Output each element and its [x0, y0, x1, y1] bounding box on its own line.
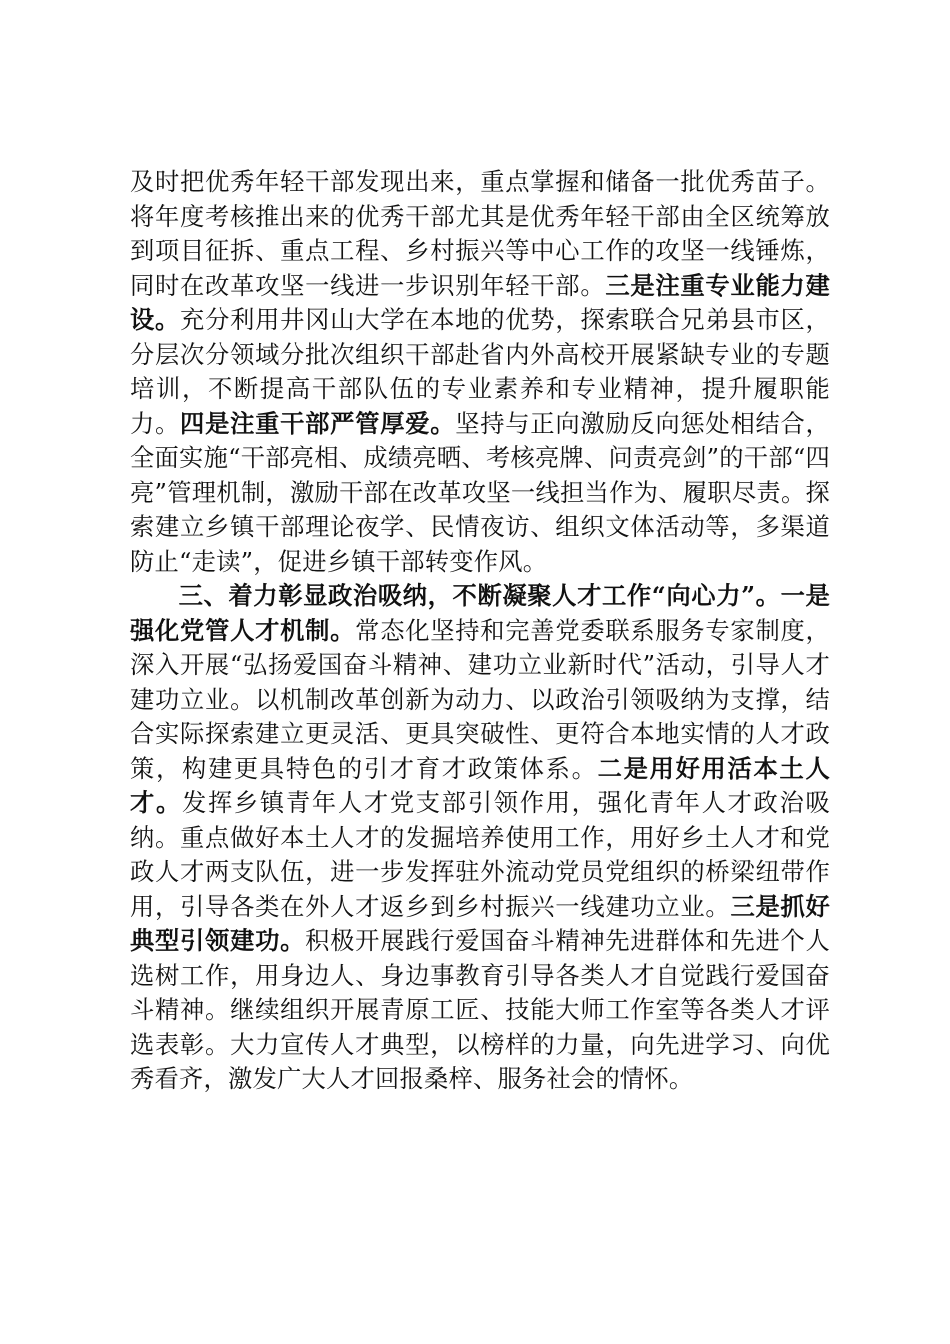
paragraph-1	[130, 165, 830, 579]
paragraph-heading: 三是注重专业能力建设。	[130, 270, 830, 334]
paragraph-heading: 二是用好用活本土人才。	[130, 753, 830, 817]
paragraph-text: 常态化坚持和完善党委联系服务专家制度，深入开展“弘扬爱国奋斗精神、建功立业新时代”活动，引导人才建功立业。以机制改革创新为动力、以政治引领吸纳为支撑，结合实际探索建立更灵活、更具突破性、更符合本地实情的人才政策，构建更具特色的引才育才政策体系。	[130, 615, 830, 783]
document-body	[130, 165, 830, 1097]
paragraph-heading: 四是注重干部严管厚爱。	[180, 408, 456, 438]
paragraph-text: 充分利用井冈山大学在本地的优势，探索联合兄弟县市区，分层次分领域分批次组织干部赴省内外高校开展紧缺专业的专题培训，不断提高干部队伍的专业素养和专业精神，提升履职能力。	[130, 305, 830, 438]
paragraph-text: 及时把优秀年轻干部发现出来，重点掌握和储备一批优秀苗子。将年度考核推出来的优秀干部尤其是优秀年轻干部由全区统筹放到项目征拆、重点工程、乡村振兴等中心工作的攻坚一线锤炼，同时在改革攻坚一线进一步识别年轻干部。	[130, 167, 830, 300]
paragraph-text: 发挥乡镇青年人才党支部引领作用，强化青年人才政治吸纳。重点做好本土人才的发掘培养使用工作，用好乡土人才和党政人才两支队伍，进一步发挥驻外流动党员党组织的桥梁纽带作用，引导各类在外人才返乡到乡村振兴一线建功立业。	[130, 788, 830, 921]
paragraph-text: 积极开展践行爱国奋斗精神先进群体和先进个人选树工作，用身边人、身边事教育引导各类人才自觉践行爱国奋斗精神。继续组织开展青原工匠、技能大师工作室等各类人才评选表彰。大力宣传人才典型，以榜样的力量，向先进学习、向优秀看齐，激发广大人才回报桑梓、服务社会的情怀。	[130, 926, 831, 1093]
paragraph-heading: 三是抓好典型引领建功。	[130, 891, 830, 955]
paragraph-2	[130, 579, 830, 1097]
section-heading: 三、着力彰显政治吸纳，不断凝聚人才工作“向心力”。一是强化党管人才机制。	[130, 581, 830, 645]
paragraph-text: 坚持与正向激励反向惩处相结合，全面实施“干部亮相、成绩亮晒、考核亮牌、问责亮剑”的干部“四亮”管理机制，激励干部在改革攻坚一线担当作为、履职尽责。探索建立乡镇干部理论夜学、民情夜访、组织文体活动等，多渠道防止“走读”，促进乡镇干部转变作风。	[130, 408, 831, 576]
